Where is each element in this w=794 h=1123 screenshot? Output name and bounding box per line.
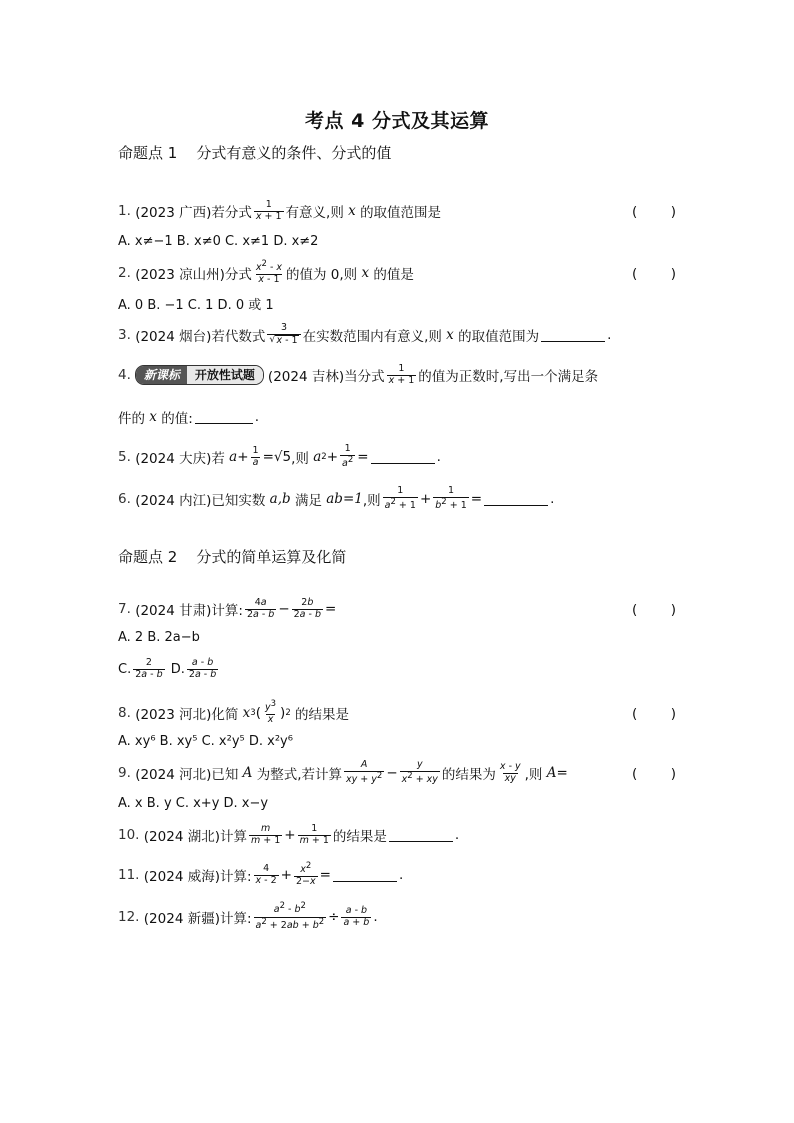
fraction: $\frac{1}{x + 1}$ (388, 362, 415, 386)
section-name: 分式有意义的条件、分式的值 (196, 144, 392, 162)
section-label: 命题点 2 (118, 548, 178, 566)
question-8: 8. (2023 河北) 化简 x 3 ( $\frac{y3}{x}$ ) 2 的结果是 (118, 699, 350, 726)
question-8-options: A. xy⁶ B. xy⁵ C. x²y⁵ D. x²y⁶ (118, 734, 293, 749)
question-2: 2. (2023 凉山州) 分式 $\frac{x2 - x}{x - 1}$ 的值为 0,则 x 的值是 (118, 259, 414, 286)
question-4: 4. 新课标 开放性试题 (2024 吉林) 当分式 $\frac{1}{x + 1}$ 的值为正数时,写出一个满足条 (118, 362, 599, 386)
answer-blank[interactable] (541, 328, 605, 342)
answer-paren[interactable]: ( ) (632, 766, 676, 782)
question-12: 12. (2024 新疆) 计算: $\frac{a2 - b2}{a2 + 2ab + b2}$ ÷ $\frac{a - b}{a + b}$ . (118, 901, 378, 931)
section-2-heading (118, 546, 346, 567)
question-11: 11. (2024 威海) 计算: $\frac{4}{x - 2}$ + $\frac{x2}{2-x}$ = . (118, 861, 404, 888)
fraction: 3 √ x - 1 (267, 323, 300, 347)
question-3: 3. (2024 烟台) 若代数式 3 √ x - 1 在实数范围内有意义,则 x 的取值范围为 . (118, 322, 612, 346)
section-name: 分式的简单运算及化简 (196, 548, 347, 566)
new-curriculum-badge: 新课标 开放性试题 (135, 365, 264, 385)
question-5: 5. (2024 大庆) 若 a + $\frac{1}{a}$ =√5 ,则 a 2 + $\frac{1}{a2}$ = . (118, 443, 441, 470)
fraction: $\frac{x2 - x}{x - 1}$ (255, 259, 283, 286)
question-7-options-ab: A. 2 B. 2a−b (118, 630, 200, 645)
answer-paren[interactable]: ( ) (632, 602, 676, 618)
answer-blank[interactable] (389, 828, 453, 842)
question-1-options: A. x≠−1 B. x≠0 C. x≠1 D. x≠2 (118, 234, 319, 249)
question-9: 9. (2024 河北) 已知 A 为整式,若计算 $\frac{A}{xy + y2}$ − $\frac{y}{x2 + xy}$ 的结果为 $\frac{x - y}{xy}$ ,则 A = (118, 759, 568, 786)
question-10: 10. (2024 湖北) 计算 $\frac{m}{m + 1}$ + $\frac{1}{m + 1}$ 的结果是 . (118, 822, 460, 846)
question-4-line-2: 件的 x 的值: . (118, 409, 260, 427)
page-title: 考点 4 分式及其运算 (305, 110, 489, 132)
answer-blank[interactable] (484, 492, 548, 506)
question-1: 1. (2023 广西) 若分式 $\frac{1}{x + 1}$ 有意义,则 x 的取值范围是 (118, 198, 442, 222)
answer-blank[interactable] (333, 868, 397, 882)
question-2-options: A. 0 B. −1 C. 1 D. 0 或 1 (118, 298, 274, 313)
fraction: $\frac{1}{x + 1}$ (255, 198, 282, 222)
question-6: 6. (2024 内江) 已知实数 a,b 满足 ab=1 ,则 $\frac{1}{a2 + 1}$ + $\frac{1}{b2 + 1}$ = . (118, 485, 555, 512)
question-7: 7. (2024 甘肃) 计算: $\frac{4a}{2a - b}$ − $\frac{2b}{2a - b}$ = (118, 596, 337, 620)
section-1-heading (118, 142, 391, 163)
answer-blank[interactable] (371, 450, 435, 464)
answer-paren[interactable]: ( ) (632, 204, 676, 220)
answer-paren[interactable]: ( ) (632, 706, 676, 722)
answer-blank[interactable] (195, 410, 253, 424)
question-7-options-cd: C. $\frac{2}{2a - b}$ D. $\frac{a - b}{2a - b}$ (118, 656, 217, 680)
answer-paren[interactable]: ( ) (632, 266, 676, 282)
question-9-options: A. x B. y C. x+y D. x−y (118, 796, 269, 811)
section-label: 命题点 1 (118, 144, 178, 162)
